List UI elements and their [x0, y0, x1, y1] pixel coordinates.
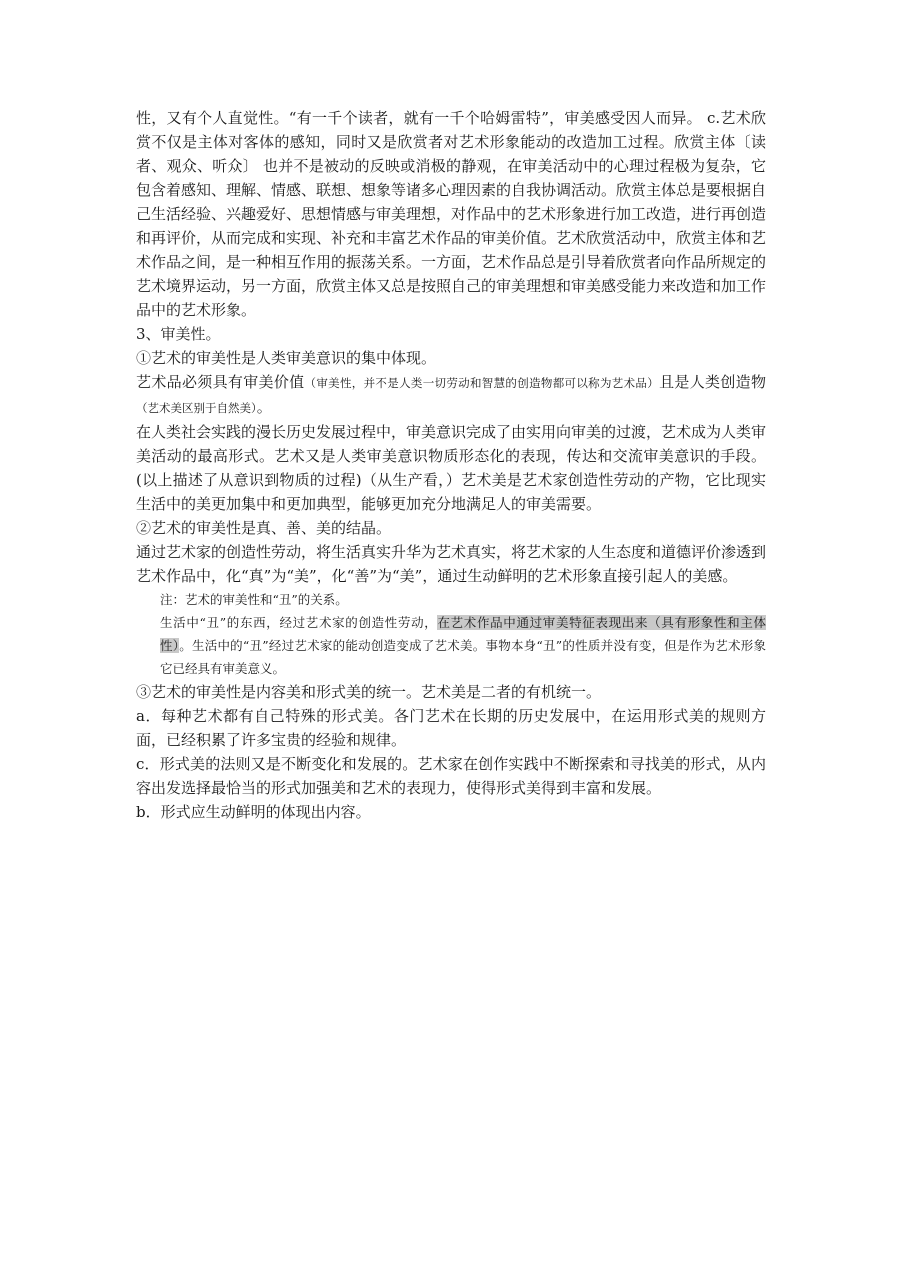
- paragraph-a: a．每种艺术都有自己特殊的形式美。各门艺术在长期的历史发展中，在运用形式美的规则方面，已经积累了许多宝贵的经验和规律。: [136, 707, 766, 749]
- note-text-a: 生活中“丑”的东西，经过艺术家的创造性劳动，: [160, 615, 438, 630]
- note-text-b: 。生活中的“丑”经过艺术家的能动创造变成了艺术美。事物本身“丑”的性质并没有变，但是作为艺术形象它已经具有审美意义。: [160, 638, 766, 676]
- aesthetic-value-main: 艺术品必须具有审美价值: [136, 373, 305, 391]
- aesthetic-value-mid: 且是人类创造物: [659, 373, 766, 391]
- paragraph-appreciation: 性，又有个人直觉性。“有一千个读者，就有一千个哈姆雷特”，审美感受因人而异。 c.艺术欣赏不仅是主体对客体的感知，同时又是欣赏者对艺术形象能动的改造加工过程。欣赏主体〔读者、观众、听众〕 也并不是被动的反映或消极的静观，在审美活动中的心理过程极为复杂，它包含着感知、理解、情感、联想、想象等诸多心理因素的自我协调活动。欣赏主体总是要根据自己生活经验、兴趣爱好、思想情感与审美理想，对作品中的艺术形象进行加工改造，进行再创造和再评价，从而完成和实现、补充和丰富艺术作品的审美价值。艺术欣赏活动中，欣赏主体和艺术作品之间，是一种相互作用的振荡关系。一方面，艺术作品总是引导着欣赏者向作品所规定的艺术境界运动，另一方面，欣赏主体又总是按照自己的审美理想和审美感受能力来改造和加工作品中的艺术形象。: [136, 109, 767, 319]
- subpoint-3: ③艺术的审美性是内容美和形式美的统一。艺术美是二者的有机统一。: [136, 683, 602, 701]
- paragraph-b: b．形式应生动鲜明的体现出内容。: [136, 803, 371, 821]
- note-highlight: 在艺术作品中通过审美特征表现出来（具有形象性和主体性）: [160, 615, 766, 653]
- paragraph-aesthetic-value: [136, 370, 766, 420]
- note-body: [136, 611, 766, 680]
- subpoint-1: ①艺术的审美性是人类审美意识的集中体现。: [136, 349, 437, 367]
- paragraph-truth-good-beauty: 通过艺术家的创造性劳动，将生活真实升华为艺术真实，将艺术家的人生态度和道德评价渗透到艺术作品中，化“真”为“美”，化“善”为“美”，通过生动鲜明的艺术形象直接引起人的美感。: [136, 543, 767, 585]
- note-title: 注：艺术的审美性和“丑”的关系。: [160, 592, 348, 607]
- aesthetic-value-paren: （审美性，并不是人类一切劳动和智慧的创造物都可以称为艺术品）: [304, 376, 660, 390]
- aesthetic-value-end: 。: [256, 398, 272, 416]
- subpoint-2: ②艺术的审美性是真、善、美的结晶。: [136, 519, 392, 537]
- paragraph-c: c．形式美的法则又是不断变化和发展的。艺术家在创作实践中不断探索和寻找美的形式，从内容出发选择最恰当的形式加强美和艺术的表现力，使得形式美得到丰富和发展。: [136, 755, 766, 797]
- document-body: [136, 106, 766, 824]
- aesthetic-value-paren2: （艺术美区别于自然美）: [136, 401, 257, 415]
- paragraph-history: 在人类社会实践的漫长历史发展过程中，审美意识完成了由实用向审美的过渡，艺术成为人类审美活动的最高形式。艺术又是人类审美意识物质形态化的表现，传达和交流审美意识的手段。(以上描述了从意识到物质的过程)（从生产看，）艺术美是艺术家创造性劳动的产物，它比现实生活中的美更加集中和更加典型，能够更加充分地满足人的审美需要。: [136, 423, 767, 513]
- section-heading-aesthetic: 3、审美性。: [136, 325, 221, 343]
